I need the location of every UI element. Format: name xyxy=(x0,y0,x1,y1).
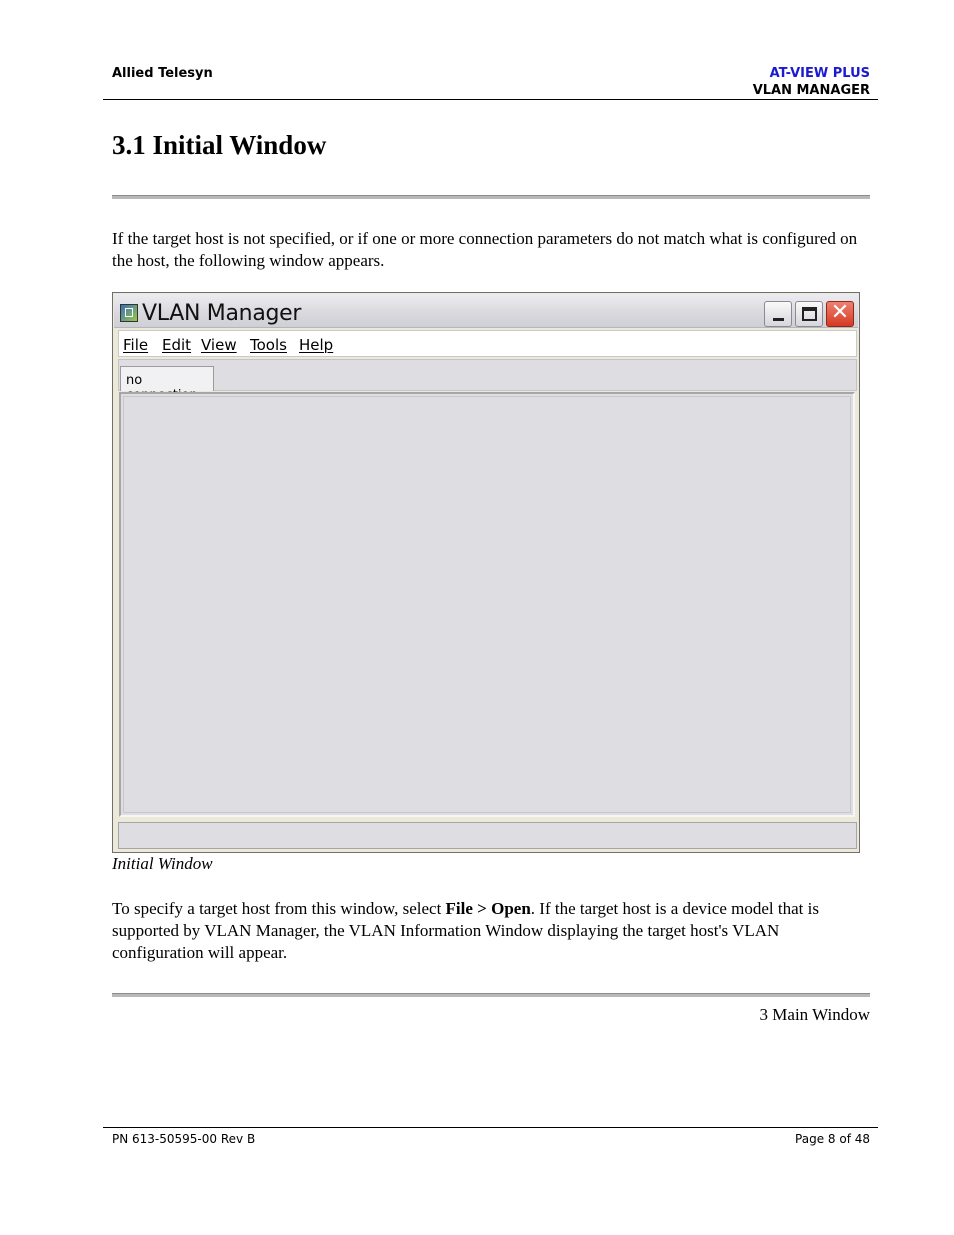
content-panel xyxy=(119,392,855,817)
maximize-button[interactable] xyxy=(795,301,823,327)
minimize-button[interactable] xyxy=(764,301,792,327)
instructions-text-end: . If the target host is a device model that is supported by VLAN Manager, the VLAN Information Window displaying the target host's VLAN configuration will appear. xyxy=(112,899,819,962)
instructions-text-start: To specify a target host from this window, select xyxy=(112,899,446,918)
chapter-divider xyxy=(112,993,870,997)
window-title: VLAN Manager xyxy=(142,301,302,326)
instructions-paragraph xyxy=(112,898,872,964)
header-product: AT-VIEW PLUS xyxy=(769,66,870,81)
tab-no-connection[interactable]: no xyxy=(120,366,214,391)
header-module: VLAN MANAGER xyxy=(752,83,870,98)
vlan-manager-app-icon[interactable] xyxy=(120,304,138,322)
close-icon: ✕ xyxy=(830,300,850,325)
close-button[interactable] xyxy=(826,301,854,327)
figure-caption: Initial Window xyxy=(112,854,213,873)
menu-view[interactable]: View xyxy=(201,336,237,354)
maximize-icon xyxy=(802,307,817,321)
file-open-command: File > Open xyxy=(445,899,531,918)
content-panel-inner xyxy=(123,396,851,813)
header-rule xyxy=(103,99,878,100)
chapter-label: 3 Main Window xyxy=(759,1005,870,1024)
menu-bar xyxy=(118,330,857,357)
section-title: 3.1 Initial Window xyxy=(112,130,327,160)
menu-edit[interactable]: Edit xyxy=(162,336,192,354)
minimize-icon xyxy=(773,318,784,321)
footer-part-number: PN 613-50595-00 Rev B xyxy=(112,1132,256,1146)
window-titlebar[interactable] xyxy=(114,294,858,328)
status-bar xyxy=(118,822,857,849)
footer-page-number: Page 8 of 48 xyxy=(795,1132,870,1146)
vlan-manager-window xyxy=(112,292,860,853)
menu-file[interactable]: File xyxy=(123,336,149,354)
tab-strip xyxy=(118,359,857,391)
footer-rule xyxy=(103,1127,878,1128)
menu-help[interactable]: Help xyxy=(299,336,334,354)
menu-tools[interactable]: Tools xyxy=(250,336,287,354)
intro-paragraph: If the target host is not specified, or if one or more connection parameters do not match what is configured on the host, the following window appears. xyxy=(112,229,858,270)
section-divider xyxy=(112,195,870,199)
header-company: Allied Telesyn xyxy=(112,66,213,81)
